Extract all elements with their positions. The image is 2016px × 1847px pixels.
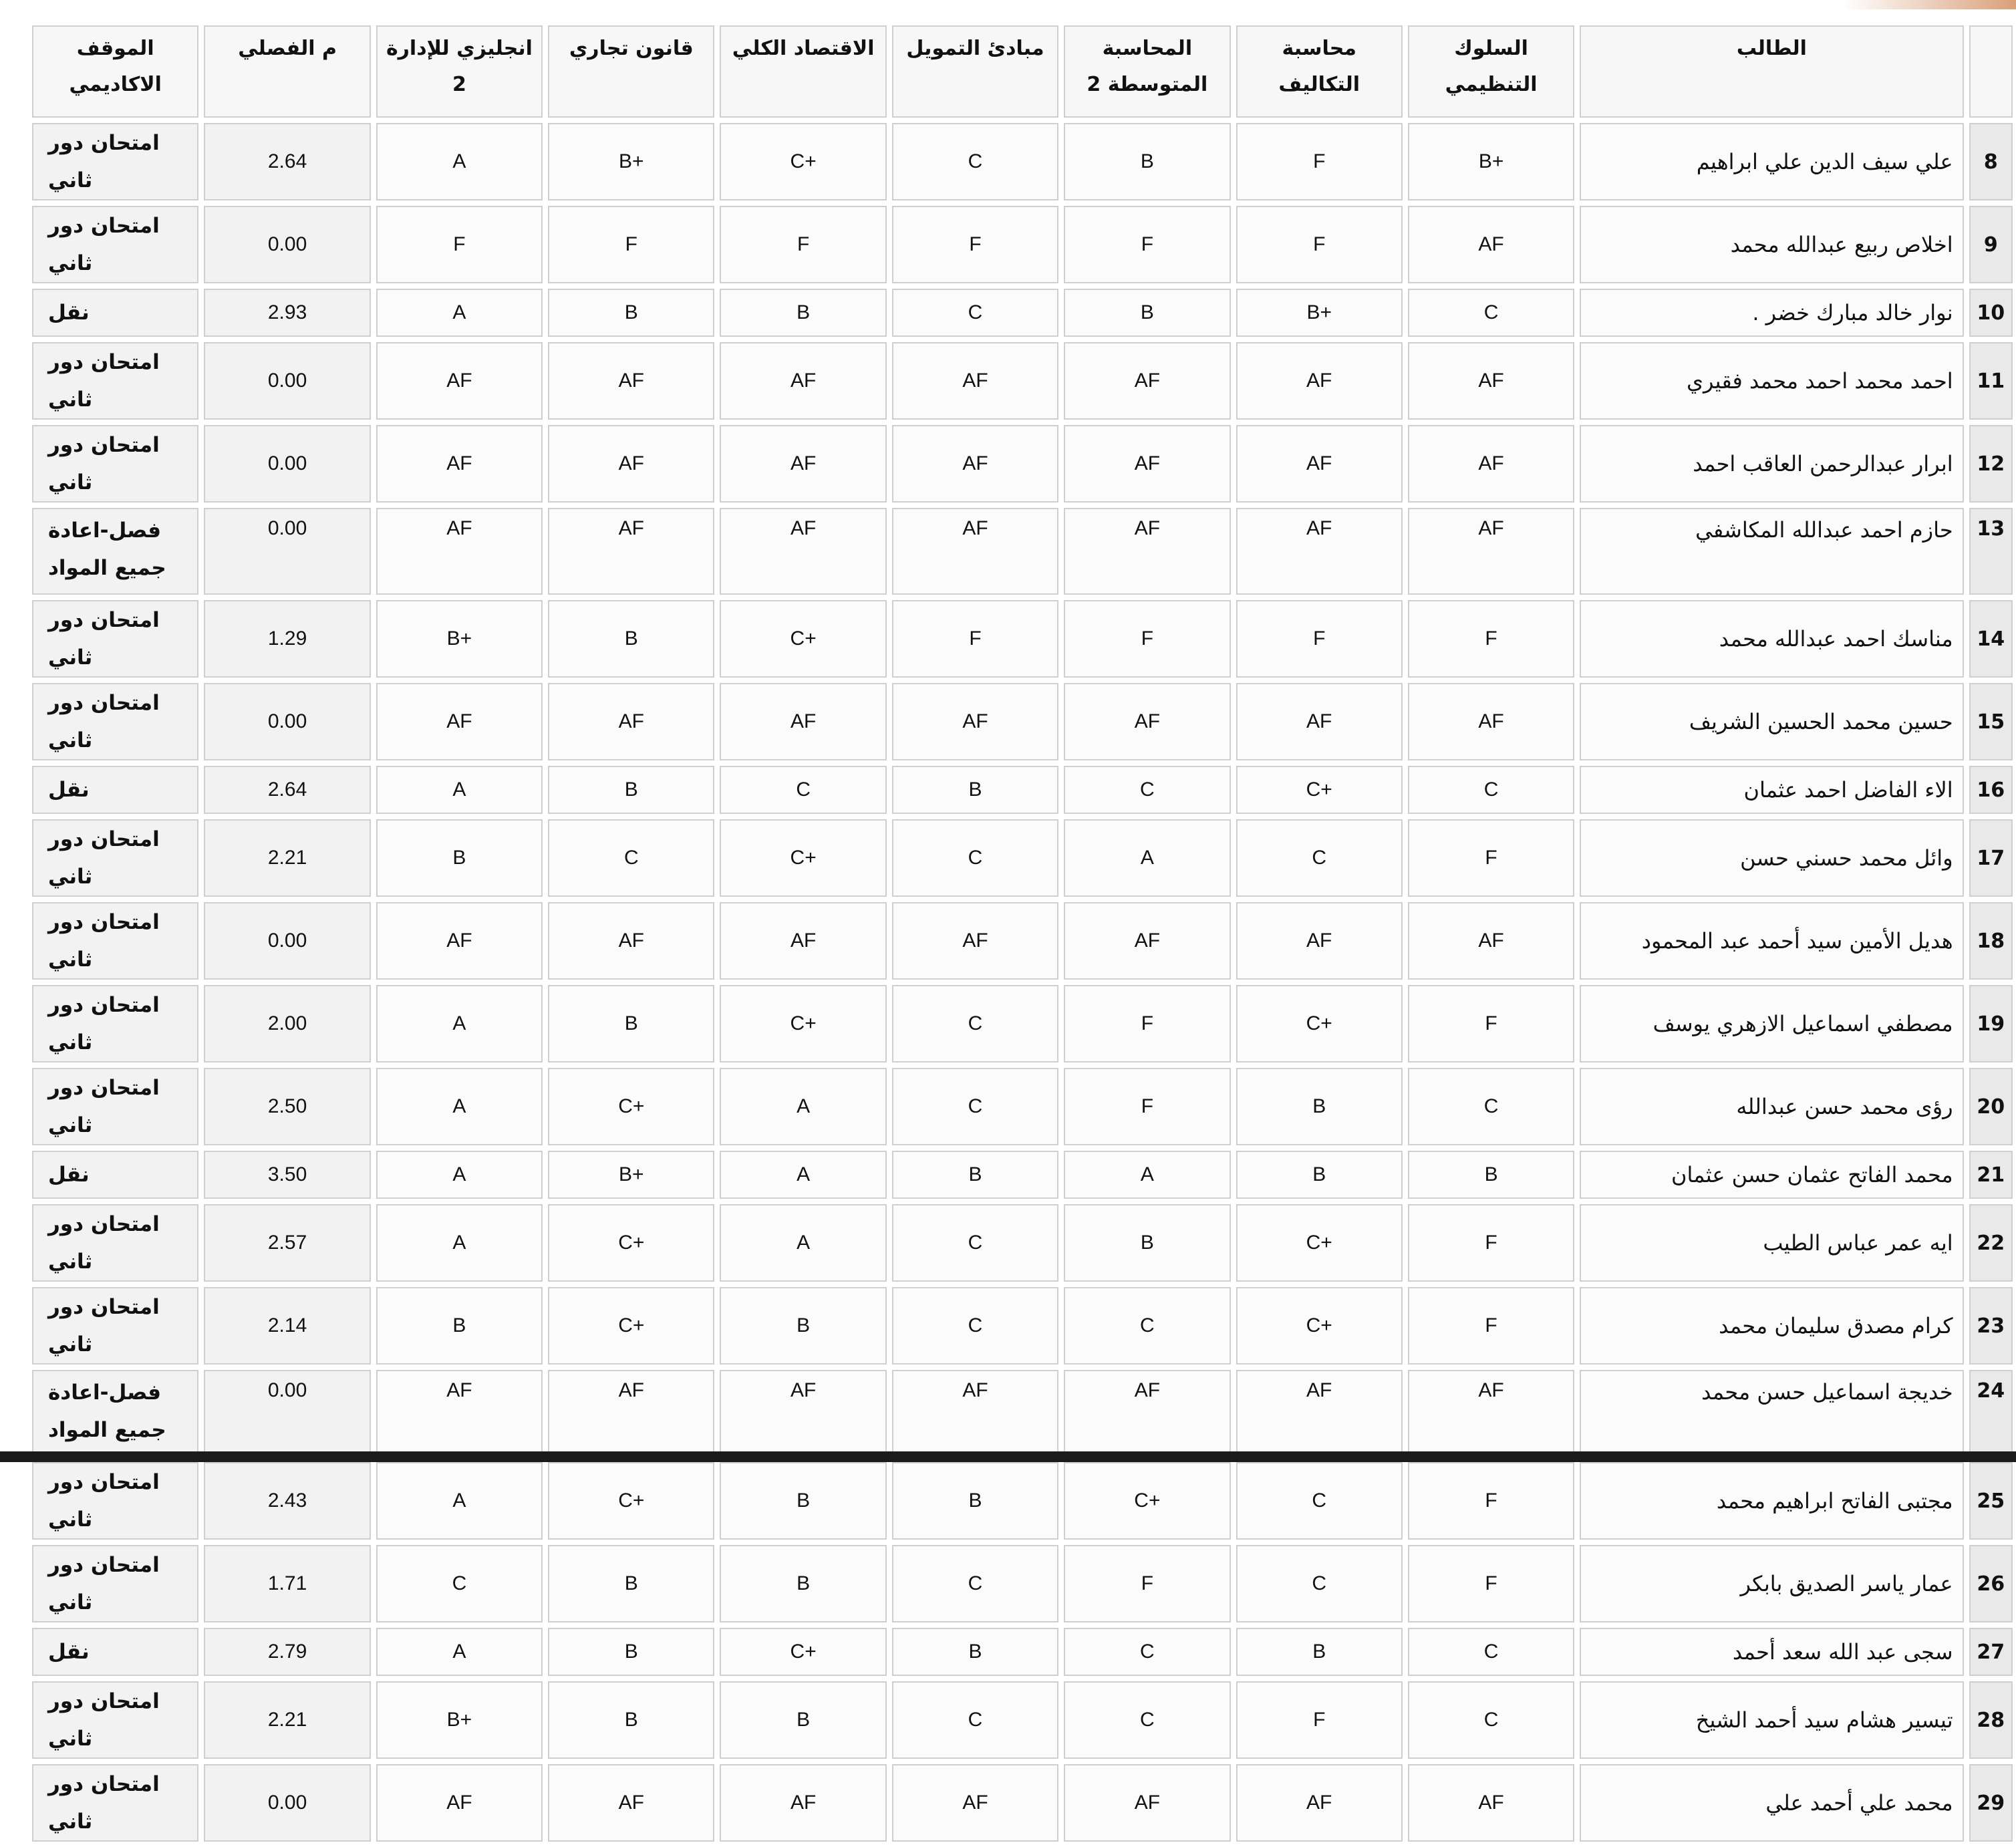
grade-finance-principles: C (892, 1204, 1058, 1282)
page-edge-bottom (0, 1451, 2016, 1462)
grade-intermediate-accounting: C (1064, 1681, 1230, 1759)
grade-finance-principles: C (892, 819, 1058, 897)
academic-status: امتحان دور ثاني (32, 1681, 198, 1759)
header-finance-principles: مبادئ التمويل (892, 25, 1058, 118)
grade-cost-accounting: +C (1236, 1204, 1403, 1282)
grade-commercial-law: B (548, 600, 714, 678)
header-english-management: انجليزي للإدارة 2 (376, 25, 543, 118)
row-number: 17 (1969, 819, 2013, 897)
grade-organizational-behavior: F (1408, 1545, 1574, 1622)
grade-organizational-behavior: AF (1408, 683, 1574, 760)
grade-commercial-law: B (548, 1545, 714, 1622)
grade-finance-principles: C (892, 1545, 1058, 1622)
grade-english-management: C (376, 1545, 543, 1622)
grade-english-management: F (376, 206, 543, 283)
grade-macroeconomics: +C (720, 1628, 886, 1676)
grade-cost-accounting: F (1236, 600, 1403, 678)
semester-gpa: 0.00 (204, 1764, 370, 1842)
grade-organizational-behavior: +B (1408, 123, 1574, 200)
grade-commercial-law: AF (548, 1370, 714, 1457)
grade-cost-accounting: C (1236, 1545, 1403, 1622)
grade-intermediate-accounting: F (1064, 985, 1230, 1062)
grade-cost-accounting: F (1236, 1681, 1403, 1759)
semester-gpa: 0.00 (204, 508, 370, 595)
student-name: مناسك احمد عبدالله محمد (1580, 600, 1963, 678)
grade-macroeconomics: +C (720, 985, 886, 1062)
results-sheet (27, 20, 2016, 1847)
semester-gpa: 1.71 (204, 1545, 370, 1622)
grade-intermediate-accounting: B (1064, 289, 1230, 337)
header-commercial-law: قانون تجاري (548, 25, 714, 118)
grade-cost-accounting: AF (1236, 1764, 1403, 1842)
grade-english-management: A (376, 123, 543, 200)
academic-status: نقل (32, 766, 198, 814)
grade-intermediate-accounting: B (1064, 123, 1230, 200)
grades-table (27, 20, 2016, 1847)
academic-status: امتحان دور ثاني (32, 1545, 198, 1622)
row-number: 28 (1969, 1681, 2013, 1759)
academic-status: امتحان دور ثاني (32, 683, 198, 760)
academic-status: امتحان دور ثاني (32, 1287, 198, 1365)
grade-macroeconomics: AF (720, 1764, 886, 1842)
grade-macroeconomics: F (720, 206, 886, 283)
grade-macroeconomics: A (720, 1151, 886, 1199)
header-row (32, 25, 2013, 118)
grade-english-management: AF (376, 425, 543, 503)
student-name: هديل الأمين سيد أحمد عبد المحمود (1580, 902, 1963, 980)
grade-intermediate-accounting: AF (1064, 902, 1230, 980)
grade-organizational-behavior: AF (1408, 425, 1574, 503)
table-row (32, 600, 2013, 678)
student-name: الاء الفاضل احمد عثمان (1580, 766, 1963, 814)
row-number: 11 (1969, 342, 2013, 420)
grade-organizational-behavior: F (1408, 600, 1574, 678)
student-name: حسين محمد الحسين الشريف (1580, 683, 1963, 760)
grade-commercial-law: +C (548, 1204, 714, 1282)
grade-commercial-law: AF (548, 1764, 714, 1842)
grade-organizational-behavior: AF (1408, 206, 1574, 283)
grade-cost-accounting: AF (1236, 342, 1403, 420)
academic-status: فصل-اعادة جميع المواد (32, 1370, 198, 1457)
grade-english-management: A (376, 289, 543, 337)
grade-organizational-behavior: F (1408, 1204, 1574, 1282)
semester-gpa: 0.00 (204, 902, 370, 980)
table-row (32, 206, 2013, 283)
table-row (32, 342, 2013, 420)
row-number: 23 (1969, 1287, 2013, 1365)
grade-commercial-law: +B (548, 1151, 714, 1199)
table-row (32, 985, 2013, 1062)
grade-finance-principles: C (892, 985, 1058, 1062)
grade-finance-principles: B (892, 1151, 1058, 1199)
grade-cost-accounting: AF (1236, 683, 1403, 760)
grade-finance-principles: AF (892, 1764, 1058, 1842)
table-row (32, 902, 2013, 980)
student-name: رؤى محمد حسن عبدالله (1580, 1068, 1963, 1145)
grade-cost-accounting: B (1236, 1068, 1403, 1145)
grade-intermediate-accounting: AF (1064, 425, 1230, 503)
header-num (1969, 25, 2013, 118)
grade-cost-accounting: AF (1236, 1370, 1403, 1457)
grade-finance-principles: C (892, 123, 1058, 200)
grade-commercial-law: C (548, 819, 714, 897)
grade-english-management: A (376, 1462, 543, 1540)
academic-status: نقل (32, 1151, 198, 1199)
grade-intermediate-accounting: A (1064, 1151, 1230, 1199)
grade-commercial-law: B (548, 985, 714, 1062)
grade-cost-accounting: B (1236, 1151, 1403, 1199)
grade-finance-principles: C (892, 1287, 1058, 1365)
grade-commercial-law: AF (548, 342, 714, 420)
header-student: الطالب (1580, 25, 1963, 118)
grade-finance-principles: B (892, 1462, 1058, 1540)
grade-macroeconomics: B (720, 1545, 886, 1622)
semester-gpa: 2.00 (204, 985, 370, 1062)
semester-gpa: 0.00 (204, 425, 370, 503)
academic-status: امتحان دور ثاني (32, 1764, 198, 1842)
grade-organizational-behavior: C (1408, 1068, 1574, 1145)
table-row (32, 1545, 2013, 1622)
semester-gpa: 0.00 (204, 342, 370, 420)
grade-english-management: AF (376, 508, 543, 595)
page-edge-top (1842, 0, 2016, 9)
grade-cost-accounting: F (1236, 123, 1403, 200)
grade-macroeconomics: A (720, 1068, 886, 1145)
grade-finance-principles: AF (892, 683, 1058, 760)
grade-cost-accounting: +C (1236, 1287, 1403, 1365)
row-number: 25 (1969, 1462, 2013, 1540)
grade-finance-principles: B (892, 766, 1058, 814)
grade-cost-accounting: +B (1236, 289, 1403, 337)
grade-organizational-behavior: AF (1408, 1370, 1574, 1457)
student-name: علي سيف الدين علي ابراهيم (1580, 123, 1963, 200)
grade-commercial-law: AF (548, 425, 714, 503)
row-number: 13 (1969, 508, 2013, 595)
grade-cost-accounting: C (1236, 819, 1403, 897)
grade-finance-principles: AF (892, 902, 1058, 980)
grade-organizational-behavior: C (1408, 1628, 1574, 1676)
grade-english-management: A (376, 985, 543, 1062)
grade-organizational-behavior: AF (1408, 902, 1574, 980)
grade-macroeconomics: +C (720, 123, 886, 200)
grade-macroeconomics: AF (720, 508, 886, 595)
student-name: تيسير هشام سيد أحمد الشيخ (1580, 1681, 1963, 1759)
academic-status: امتحان دور ثاني (32, 1462, 198, 1540)
grade-macroeconomics: +C (720, 819, 886, 897)
academic-status: امتحان دور ثاني (32, 342, 198, 420)
row-number: 19 (1969, 985, 2013, 1062)
row-number: 10 (1969, 289, 2013, 337)
student-name: وائل محمد حسني حسن (1580, 819, 1963, 897)
grade-commercial-law: AF (548, 902, 714, 980)
grade-english-management: A (376, 766, 543, 814)
grade-intermediate-accounting: AF (1064, 342, 1230, 420)
row-number: 21 (1969, 1151, 2013, 1199)
table-row (32, 1764, 2013, 1842)
semester-gpa: 2.43 (204, 1462, 370, 1540)
table-row (32, 683, 2013, 760)
grade-english-management: A (376, 1204, 543, 1282)
grade-cost-accounting: +C (1236, 985, 1403, 1062)
academic-status: فصل-اعادة جميع المواد (32, 508, 198, 595)
grade-english-management: A (376, 1068, 543, 1145)
grade-intermediate-accounting: F (1064, 206, 1230, 283)
row-number: 14 (1969, 600, 2013, 678)
grade-organizational-behavior: F (1408, 1462, 1574, 1540)
semester-gpa: 1.29 (204, 600, 370, 678)
grade-intermediate-accounting: AF (1064, 683, 1230, 760)
student-name: محمد علي أحمد علي (1580, 1764, 1963, 1842)
header-cost-accounting: محاسبة التكاليف (1236, 25, 1403, 118)
table-row (32, 1370, 2013, 1457)
table-row (32, 1681, 2013, 1759)
grade-cost-accounting: +C (1236, 766, 1403, 814)
row-number: 8 (1969, 123, 2013, 200)
grade-finance-principles: B (892, 1628, 1058, 1676)
semester-gpa: 2.21 (204, 1681, 370, 1759)
grade-finance-principles: F (892, 206, 1058, 283)
table-row (32, 1151, 2013, 1199)
grade-commercial-law: AF (548, 508, 714, 595)
grade-commercial-law: B (548, 289, 714, 337)
row-number: 15 (1969, 683, 2013, 760)
academic-status: امتحان دور ثاني (32, 985, 198, 1062)
row-number: 16 (1969, 766, 2013, 814)
grade-english-management: AF (376, 1764, 543, 1842)
grade-macroeconomics: AF (720, 425, 886, 503)
header-intermediate-accounting: المحاسبة المتوسطة 2 (1064, 25, 1230, 118)
grade-finance-principles: AF (892, 1370, 1058, 1457)
grade-commercial-law: AF (548, 683, 714, 760)
grade-macroeconomics: B (720, 1462, 886, 1540)
academic-status: امتحان دور ثاني (32, 123, 198, 200)
academic-status: نقل (32, 289, 198, 337)
semester-gpa: 0.00 (204, 683, 370, 760)
academic-status: امتحان دور ثاني (32, 600, 198, 678)
student-name: خديجة اسماعيل حسن محمد (1580, 1370, 1963, 1457)
semester-gpa: 2.79 (204, 1628, 370, 1676)
row-number: 26 (1969, 1545, 2013, 1622)
student-name: كرام مصدق سليمان محمد (1580, 1287, 1963, 1365)
grade-macroeconomics: B (720, 1287, 886, 1365)
grade-english-management: +B (376, 1681, 543, 1759)
table-row (32, 1628, 2013, 1676)
semester-gpa: 0.00 (204, 206, 370, 283)
grade-macroeconomics: +C (720, 600, 886, 678)
grade-intermediate-accounting: F (1064, 1068, 1230, 1145)
semester-gpa: 2.50 (204, 1068, 370, 1145)
semester-gpa: 2.64 (204, 766, 370, 814)
grade-organizational-behavior: B (1408, 1151, 1574, 1199)
grade-organizational-behavior: F (1408, 1287, 1574, 1365)
student-name: عمار ياسر الصديق بابكر (1580, 1545, 1963, 1622)
grade-commercial-law: B (548, 766, 714, 814)
grade-macroeconomics: AF (720, 683, 886, 760)
header-macroeconomics: الاقتصاد الكلي (720, 25, 886, 118)
grade-organizational-behavior: C (1408, 1681, 1574, 1759)
grade-organizational-behavior: F (1408, 819, 1574, 897)
grade-english-management: B (376, 819, 543, 897)
student-name: ايه عمر عباس الطيب (1580, 1204, 1963, 1282)
grade-english-management: AF (376, 1370, 543, 1457)
header-academic-status: الموقف الاكاديمي (32, 25, 198, 118)
grade-organizational-behavior: AF (1408, 1764, 1574, 1842)
grade-finance-principles: AF (892, 425, 1058, 503)
grade-commercial-law: +C (548, 1462, 714, 1540)
table-row (32, 766, 2013, 814)
grade-finance-principles: F (892, 600, 1058, 678)
semester-gpa: 0.00 (204, 1370, 370, 1457)
grade-cost-accounting: AF (1236, 508, 1403, 595)
grade-organizational-behavior: C (1408, 766, 1574, 814)
student-name: اخلاص ربيع عبدالله محمد (1580, 206, 1963, 283)
student-name: مصطفي اسماعيل الازهري يوسف (1580, 985, 1963, 1062)
grade-macroeconomics: B (720, 1681, 886, 1759)
grade-intermediate-accounting: AF (1064, 1764, 1230, 1842)
grade-commercial-law: B (548, 1628, 714, 1676)
grade-finance-principles: AF (892, 508, 1058, 595)
grade-organizational-behavior: C (1408, 289, 1574, 337)
row-number: 12 (1969, 425, 2013, 503)
grade-macroeconomics: AF (720, 902, 886, 980)
grade-intermediate-accounting: A (1064, 819, 1230, 897)
grade-macroeconomics: B (720, 289, 886, 337)
grade-intermediate-accounting: AF (1064, 1370, 1230, 1457)
semester-gpa: 2.93 (204, 289, 370, 337)
grade-cost-accounting: B (1236, 1628, 1403, 1676)
academic-status: امتحان دور ثاني (32, 819, 198, 897)
grade-organizational-behavior: AF (1408, 508, 1574, 595)
table-row (32, 1204, 2013, 1282)
grade-macroeconomics: A (720, 1204, 886, 1282)
grade-intermediate-accounting: B (1064, 1204, 1230, 1282)
table-row (32, 819, 2013, 897)
grade-english-management: A (376, 1628, 543, 1676)
grade-english-management: AF (376, 683, 543, 760)
semester-gpa: 2.64 (204, 123, 370, 200)
grade-macroeconomics: C (720, 766, 886, 814)
grade-cost-accounting: AF (1236, 425, 1403, 503)
grade-finance-principles: AF (892, 342, 1058, 420)
table-row (32, 123, 2013, 200)
academic-status: امتحان دور ثاني (32, 1204, 198, 1282)
table-row (32, 1462, 2013, 1540)
academic-status: امتحان دور ثاني (32, 902, 198, 980)
grade-commercial-law: +C (548, 1068, 714, 1145)
semester-gpa: 2.14 (204, 1287, 370, 1365)
grade-intermediate-accounting: C (1064, 1287, 1230, 1365)
row-number: 20 (1969, 1068, 2013, 1145)
grade-intermediate-accounting: F (1064, 1545, 1230, 1622)
grade-commercial-law: +C (548, 1287, 714, 1365)
grade-macroeconomics: AF (720, 1370, 886, 1457)
grade-finance-principles: C (892, 1068, 1058, 1145)
row-number: 9 (1969, 206, 2013, 283)
student-name: سجى عبد الله سعد أحمد (1580, 1628, 1963, 1676)
header-organizational-behavior: السلوك التنظيمي (1408, 25, 1574, 118)
grade-commercial-law: +B (548, 123, 714, 200)
row-number: 29 (1969, 1764, 2013, 1842)
student-name: احمد محمد احمد محمد فقيري (1580, 342, 1963, 420)
row-number: 22 (1969, 1204, 2013, 1282)
student-name: مجتبى الفاتح ابراهيم محمد (1580, 1462, 1963, 1540)
grade-cost-accounting: AF (1236, 902, 1403, 980)
table-row (32, 289, 2013, 337)
grade-finance-principles: C (892, 289, 1058, 337)
grade-english-management: AF (376, 902, 543, 980)
table-row (32, 1287, 2013, 1365)
grade-commercial-law: F (548, 206, 714, 283)
row-number: 18 (1969, 902, 2013, 980)
semester-gpa: 2.57 (204, 1204, 370, 1282)
academic-status: امتحان دور ثاني (32, 206, 198, 283)
row-number: 27 (1969, 1628, 2013, 1676)
student-name: نوار خالد مبارك خضر . (1580, 289, 1963, 337)
grade-intermediate-accounting: AF (1064, 508, 1230, 595)
table-row (32, 1068, 2013, 1145)
student-name: حازم احمد عبدالله المكاشفي (1580, 508, 1963, 595)
grade-macroeconomics: AF (720, 342, 886, 420)
student-name: ابرار عبدالرحمن العاقب احمد (1580, 425, 1963, 503)
table-row (32, 508, 2013, 595)
grade-finance-principles: C (892, 1681, 1058, 1759)
grade-cost-accounting: C (1236, 1462, 1403, 1540)
grade-english-management: +B (376, 600, 543, 678)
grade-intermediate-accounting: C (1064, 766, 1230, 814)
grade-english-management: AF (376, 342, 543, 420)
row-number: 24 (1969, 1370, 2013, 1457)
academic-status: نقل (32, 1628, 198, 1676)
grade-english-management: B (376, 1287, 543, 1365)
grade-organizational-behavior: F (1408, 985, 1574, 1062)
grade-commercial-law: B (548, 1681, 714, 1759)
grades-body (32, 123, 2013, 1842)
semester-gpa: 2.21 (204, 819, 370, 897)
academic-status: امتحان دور ثاني (32, 1068, 198, 1145)
grade-intermediate-accounting: C (1064, 1628, 1230, 1676)
grade-organizational-behavior: AF (1408, 342, 1574, 420)
semester-gpa: 3.50 (204, 1151, 370, 1199)
grade-cost-accounting: F (1236, 206, 1403, 283)
academic-status: امتحان دور ثاني (32, 425, 198, 503)
student-name: محمد الفاتح عثمان حسن عثمان (1580, 1151, 1963, 1199)
grade-intermediate-accounting: +C (1064, 1462, 1230, 1540)
grade-english-management: A (376, 1151, 543, 1199)
header-gpa: م الفصلي (204, 25, 370, 118)
table-row (32, 425, 2013, 503)
grade-intermediate-accounting: F (1064, 600, 1230, 678)
